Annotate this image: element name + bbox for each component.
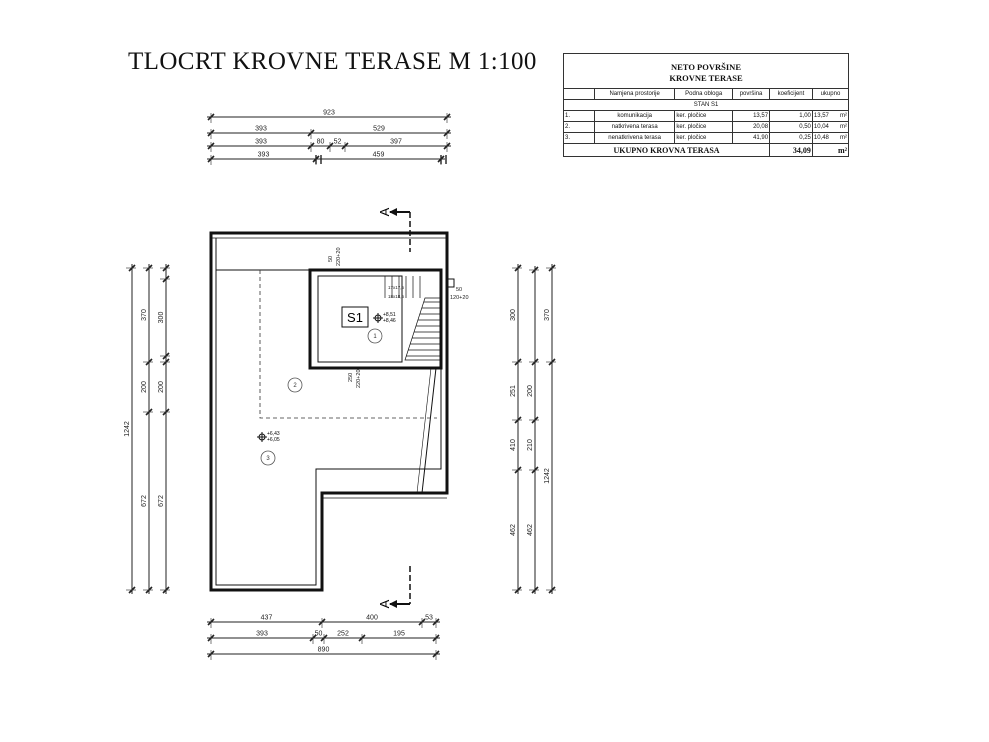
table-total-value: 34,09: [770, 144, 813, 157]
dimension-label: 200: [527, 385, 534, 397]
level-text-s1-b: +8,46: [383, 318, 396, 324]
table-heading-line2: KROVNE TERASE: [669, 73, 743, 83]
dimension-label: 195: [393, 630, 405, 638]
room-numbers: [261, 329, 382, 465]
table-cell: 1,00: [770, 111, 813, 122]
dimension-label: 252: [337, 630, 349, 638]
opening-bottom-b: 220+20: [356, 369, 362, 388]
dimension-label: 397: [390, 138, 402, 146]
dimension-label: 200: [141, 381, 148, 393]
section-marker-top: [377, 207, 410, 252]
dimension-label: 300: [510, 309, 517, 321]
table-cell-unit: m²: [840, 135, 847, 141]
table-cell: natkrivena terasa: [595, 122, 675, 133]
dimension-label: 53: [425, 614, 433, 622]
dimension-label: 251: [510, 385, 517, 397]
table-cell: 2.: [564, 122, 595, 133]
table-cell: 1.: [564, 111, 595, 122]
dimension-labels: [124, 110, 551, 654]
table-cell: 0,50: [770, 122, 813, 133]
dimension-label: 300: [158, 311, 165, 324]
table-cell-unit: m²: [840, 113, 847, 119]
dimension-label: 393: [256, 630, 268, 638]
table-unit-label: STAN S1: [564, 100, 849, 111]
table-heading-line1: NETO POVRŠINE: [671, 62, 741, 72]
opening-right-a: 50: [456, 287, 463, 293]
dimension-label: 437: [260, 614, 273, 622]
table-cell: ker. pločice: [675, 133, 733, 144]
table-cell: 3.: [564, 133, 595, 144]
stair-label-2: 18x18,5: [388, 294, 405, 299]
section-label: A: [377, 207, 392, 217]
table-cell: 41,90: [733, 133, 770, 144]
dimension-label: 462: [510, 524, 517, 536]
room-number: 2: [293, 383, 297, 389]
opening-right-b: 120+20: [450, 295, 469, 301]
dimension-label: 459: [372, 151, 385, 159]
dimension-label: 672: [141, 495, 148, 507]
dimension-label: 200: [158, 381, 165, 393]
table-cell-unit: m²: [840, 124, 847, 130]
table-cell: 20,08: [733, 122, 770, 133]
level-marker-terrace: [257, 431, 280, 443]
table-col-total: ukupno: [812, 89, 848, 100]
opening-top-b: 220+20: [336, 247, 342, 266]
opening-top-a: 50: [328, 255, 334, 262]
table-cell-total: 13,57: [813, 113, 829, 119]
dimension-label: 393: [255, 125, 267, 133]
dimension-label: 80: [316, 138, 325, 146]
dimension-label: 410: [510, 439, 517, 451]
table-cell: ker. pločice: [675, 111, 733, 122]
level-text-terrace-b: +6,05: [267, 437, 280, 443]
section-label: A: [377, 599, 392, 609]
dimension-lines: [126, 113, 556, 660]
stair-core: [310, 270, 454, 493]
page-title: TLOCRT KROVNE TERASE M 1:100: [128, 48, 537, 75]
unit-tag: S1: [347, 310, 363, 325]
table-col-area: površina: [733, 89, 770, 100]
level-text-terrace-a: +6,43: [267, 431, 280, 437]
table-col-name: Namjena prostorije: [595, 89, 675, 100]
dimension-label: 400: [366, 614, 378, 622]
dimension-label: 393: [255, 138, 267, 146]
dimension-label: 923: [323, 109, 335, 117]
table-col-coef: koeficijent: [770, 89, 813, 100]
table-cell: 0,25: [770, 133, 813, 144]
dimension-label: 1242: [544, 468, 551, 484]
table-col-floor: Podna obloga: [675, 89, 733, 100]
dimension-label: 529: [373, 125, 385, 133]
table-cell: komunikacija: [595, 111, 675, 122]
table-total-unit: m²: [812, 144, 848, 157]
table-cell: 13,57: [733, 111, 770, 122]
dimension-label: 370: [544, 309, 551, 321]
level-marker-s1: [373, 312, 396, 324]
table-cell-total: 10,48: [813, 135, 829, 141]
room-number: 3: [266, 456, 270, 462]
dimension-label: 1242: [124, 421, 131, 437]
table-total-label: UKUPNO KROVNA TERASA: [564, 144, 770, 157]
dimension-label: 462: [527, 524, 534, 536]
dimension-label: 370: [141, 309, 148, 321]
dimension-label: 52: [333, 138, 342, 146]
dimension-label: 890: [317, 646, 330, 654]
room-number: 1: [373, 334, 377, 340]
dimension-label: 50: [314, 630, 323, 638]
opening-bottom-a: 250: [348, 372, 354, 382]
table-cell: ker. pločice: [675, 122, 733, 133]
dimension-label: 210: [527, 439, 534, 451]
table-cell-total: 10,04: [813, 124, 829, 130]
dimension-label: 393: [257, 151, 270, 159]
stair-label: 17x17,5: [388, 285, 405, 290]
table-cell: nenatkrivena terasa: [595, 133, 675, 144]
section-marker-bottom: [377, 566, 410, 608]
level-text-s1-a: +8,51: [383, 312, 396, 318]
building-outline: [211, 233, 447, 590]
dimension-label: 672: [158, 495, 165, 507]
